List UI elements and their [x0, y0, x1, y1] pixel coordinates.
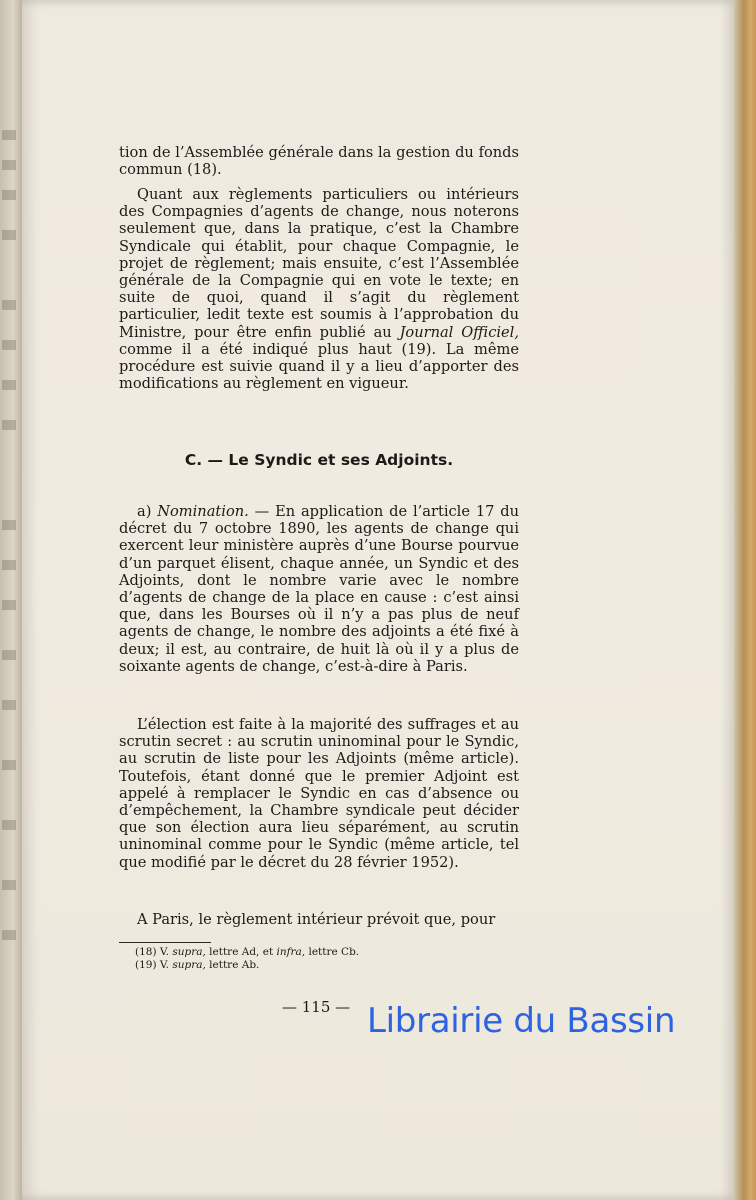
footnote-18	[135, 946, 359, 959]
paragraph-3-text: — En application de l’article 17 du décret du 7 octobre 1890, les agents de change qui exercent leur ministère auprès d’une Bourse pourvue d’un parquet élisent, chaque année, un Syndic et des Adjoints, dont le nombre varie avec le nombre d’agents de change de la place en cause : c’est ainsi que, dans les Bourses où il n’y a pas plus de neuf agents de change, le nombre des adjoints a été fixé à deux; il est, au contraire, de huit là où il y a plus de soixante agents de change, c’est-à-dire à Paris.	[119, 503, 519, 675]
paragraph-1: tion de l’Assemblée générale dans la gestion du fonds commun (18).	[119, 144, 519, 179]
journal-officiel: Journal Officiel,	[399, 323, 519, 341]
paragraph-nomination	[119, 503, 519, 675]
nomination-label: Nomination.	[157, 503, 249, 520]
paragraph-2	[119, 186, 519, 392]
footnote-18-infra: infra,	[276, 946, 306, 958]
paragraph-2-text-b: comme il a été indiqué plus haut (19). La même procédure est suivie quand il y a lieu d’apporter des modifications au règlement en vigueur.	[119, 340, 519, 393]
paragraph-5: A Paris, le règlement intérieur prévoit que, pour	[137, 911, 496, 928]
footnote-18-num: (18) V.	[135, 946, 173, 958]
footnote-19	[135, 959, 359, 972]
footnote-19-supra: supra,	[172, 959, 206, 971]
paragraph-election	[119, 716, 519, 871]
footnotes	[135, 946, 359, 972]
paragraph-3	[119, 503, 519, 675]
adjacent-page-edge	[0, 0, 22, 1200]
page-number: — 115 —	[282, 998, 351, 1016]
section-heading: C. — Le Syndic et ses Adjoints.	[184, 451, 454, 469]
footnote-18-supra: supra,	[172, 946, 206, 958]
footnote-18-mid: lettre Ad, et	[205, 946, 277, 958]
footnote-18-end: lettre Cb.	[305, 946, 360, 958]
footnote-19-num: (19) V.	[135, 959, 173, 971]
watermark-text: Librairie du Bassin	[367, 1001, 676, 1041]
page-stack-edge	[734, 0, 756, 1200]
paragraph-2-text-a: Quant aux règlements particuliers ou intérieurs des Compagnies d’agents de change, nous noterons seulement que, dans la pratique, c’est la Chambre Syndicale qui établit, pour chaque Compagnie, le projet de règlement; mais ensuite, c’est l’Assemblée générale de la Compagnie qui en vote le texte; en suite de quoi, quand il s’agit du règlement particulier, ledit texte est soumis à l’approbation du Ministre, pour être enfin publié au	[119, 186, 519, 341]
paragraph-paris	[119, 911, 519, 928]
paragraph-3-prefix: a)	[137, 503, 158, 520]
footnote-rule	[119, 942, 211, 943]
footnote-19-end: lettre Ab.	[205, 959, 260, 971]
paragraph-reglements	[119, 186, 519, 392]
paragraph-continuation	[119, 144, 519, 178]
paragraph-4: L’élection est faite à la majorité des suffrages et au scrutin secret : au scrutin uninominal pour le Syndic, au scrutin de liste pour les Adjoints (même article). Toutefois, étant donné que le premier Adjoint est appelé à remplacer le Syndic en cas d’absence ou d’empêchement, la Chambre syndicale peut décider que son élection aura lieu séparément, au scrutin uninominal comme pour le Syndic (même article, tel que modifié par le décret du 28 février 1952).	[119, 716, 519, 871]
